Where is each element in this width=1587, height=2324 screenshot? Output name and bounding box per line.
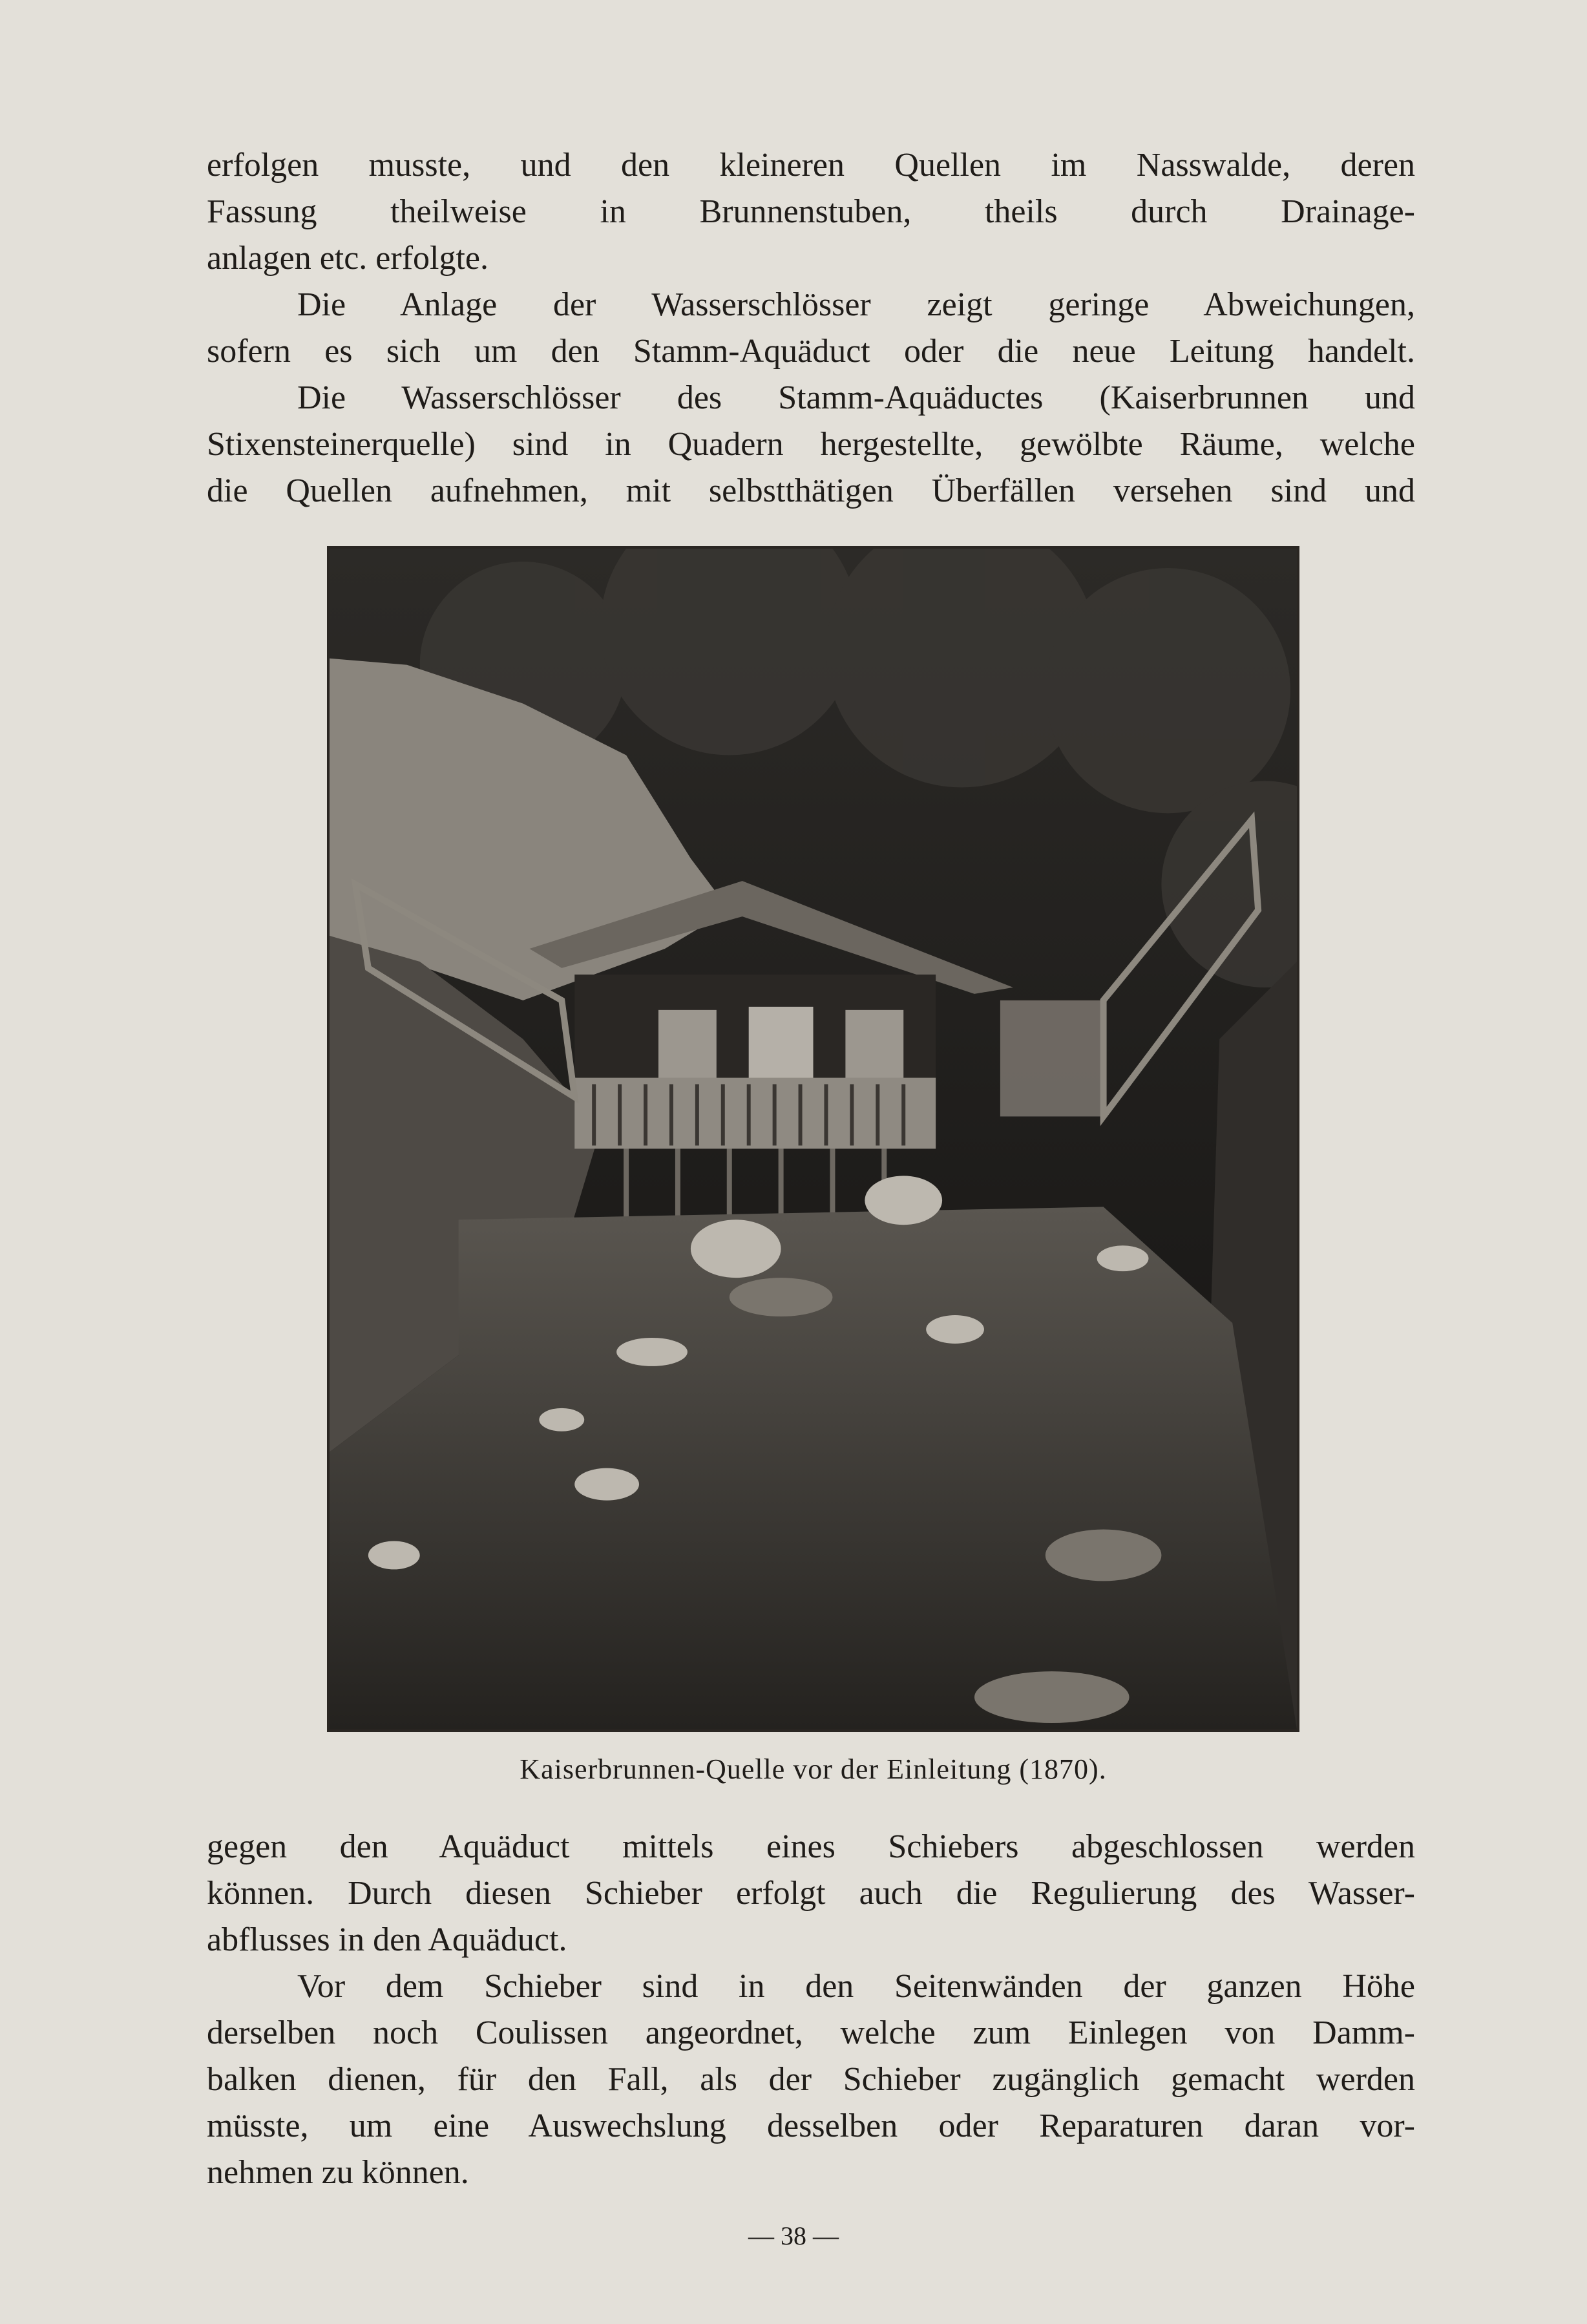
top-paragraphs [207, 142, 1415, 514]
text-line: Stixensteinerquelle) sind in Quadern hergestellte, gewölbte Räume, welche [207, 426, 1415, 463]
text-line: balken dienen, für den Fall, als der Schieber zugänglich gemacht werden [207, 2061, 1415, 2098]
text-line: Vor dem Schieber sind in den Seitenwänden der ganzen Höhe [297, 1968, 1415, 2005]
text-line: derselben noch Coulissen angeordnet, welche zum Einlegen von Damm- [207, 2014, 1415, 2051]
text-line: Die Anlage der Wasserschlösser zeigt geringe Abweichungen, [297, 286, 1415, 323]
photo-illustration [330, 549, 1297, 1729]
bottom-paragraphs [207, 1824, 1415, 2196]
text-line: anlagen etc. erfolgte. [207, 240, 489, 277]
text-line: gegen den Aquäduct mittels eines Schiebers abgeschlossen werden [207, 1828, 1415, 1865]
text-line: nehmen zu können. [207, 2154, 469, 2191]
page-number: — 38 — [748, 2221, 839, 2250]
photograph-kaiserbrunnen-spring [327, 546, 1299, 1732]
text-line: erfolgen musste, und den kleineren Quellen im Nasswalde, deren [207, 147, 1415, 184]
text-line: sofern es sich um den Stamm-Aquäduct oder die neue Leitung handelt. [207, 333, 1415, 370]
text-line: können. Durch diesen Schieber erfolgt auch die Regulierung des Wasser- [207, 1875, 1415, 1912]
text-line: die Quellen aufnehmen, mit selbstthätigen Überfällen versehen sind und [207, 472, 1415, 509]
text-line: Die Wasserschlösser des Stamm-Aquäductes (Kaiserbrunnen und [297, 379, 1415, 416]
text-line: abflusses in den Aquäduct. [207, 1921, 567, 1958]
text-line: müsste, um eine Auswechslung desselben oder Reparaturen daran vor- [207, 2107, 1415, 2144]
text-line: Fassung theilweise in Brunnenstuben, theils durch Drainage- [207, 193, 1415, 230]
figure-caption: Kaiserbrunnen-Quelle vor der Einleitung (1870). [520, 1753, 1107, 1785]
